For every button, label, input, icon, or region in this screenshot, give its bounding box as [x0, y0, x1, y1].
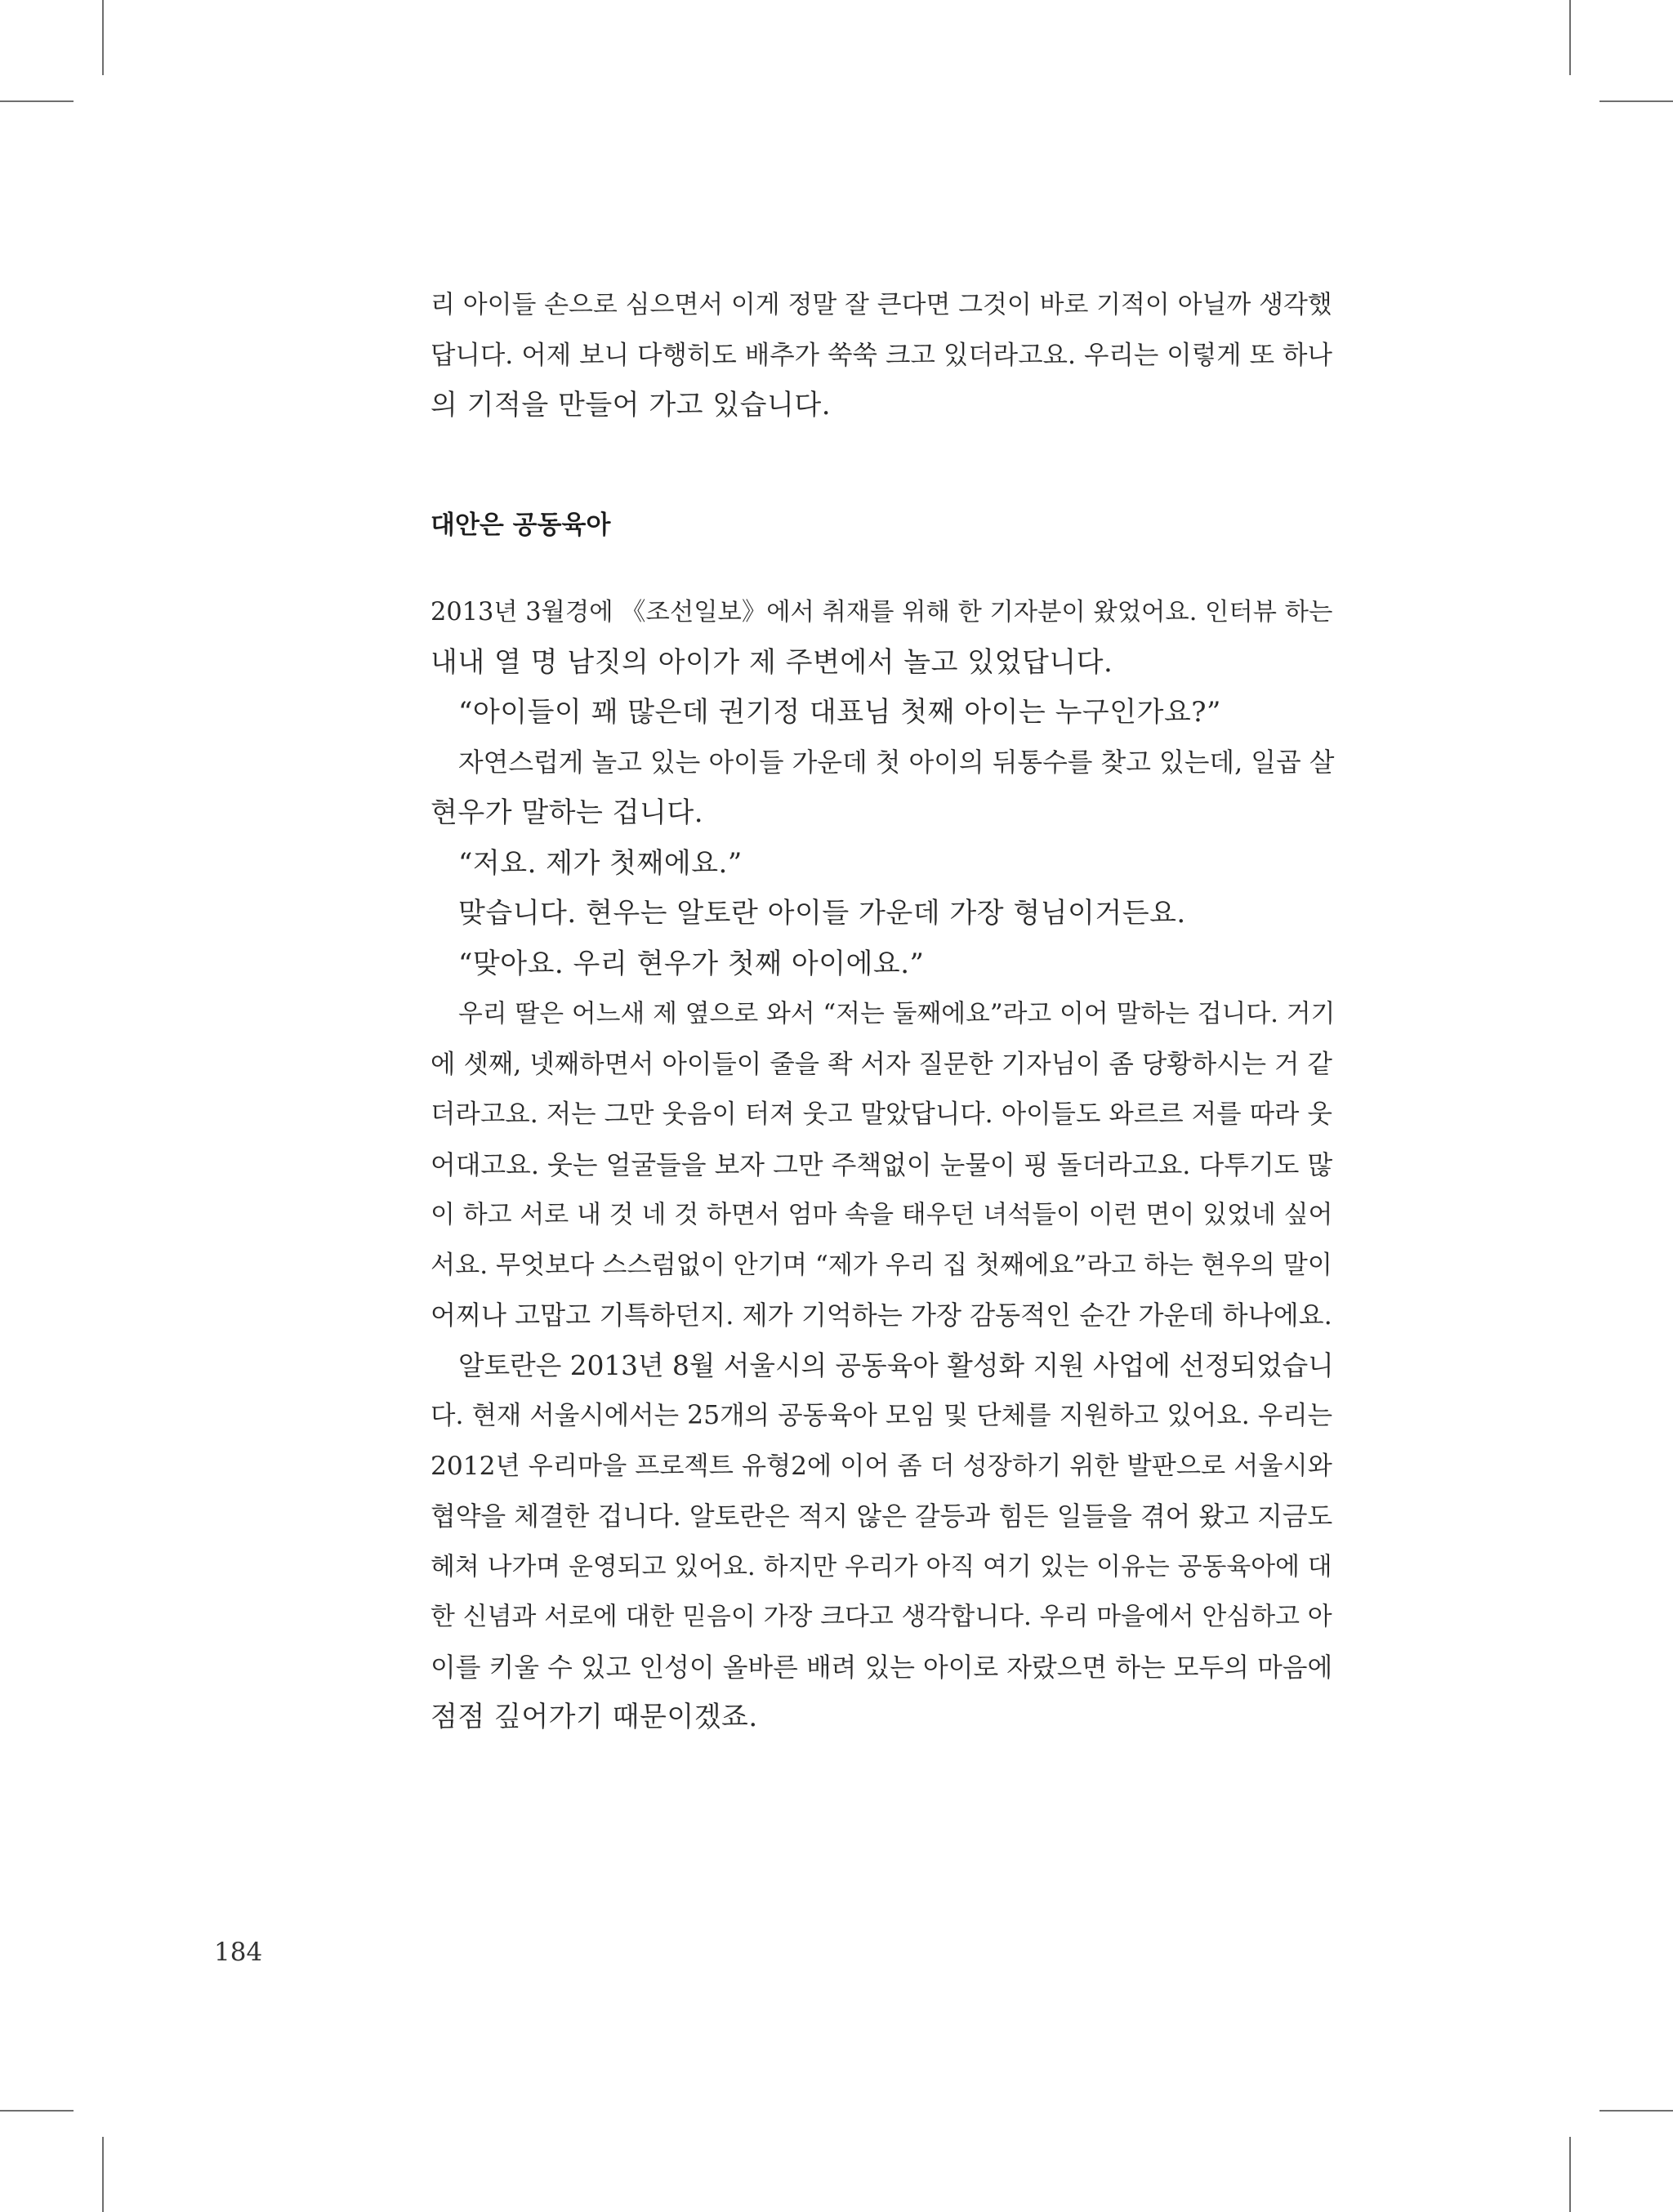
- text-line: 에 셋째, 넷째하면서 아이들이 줄을 좍 서자 질문한 기자님이 좀 당황하시는 거 같: [431, 1049, 1332, 1079]
- text-line: 이를 키울 수 있고 인성이 올바른 배려 있는 아이로 자랐으면 하는 모두의 마음에: [431, 1652, 1333, 1683]
- quote-line: “저요. 제가 첫째에요.”: [458, 846, 743, 880]
- quote-line: “맞아요. 우리 현우가 첫째 아이에요.”: [458, 947, 925, 980]
- text-line: 이 하고 서로 내 것 네 것 하면서 엄마 속을 태우던 녀석들이 이런 면이 있었네 싶어: [431, 1200, 1333, 1229]
- text-line: 다. 현재 서울시에서는 25개의 공동육아 모임 및 단체를 지원하고 있어요. 우리는: [431, 1401, 1333, 1430]
- quote-line: “아이들이 꽤 많은데 권기정 대표님 첫째 아이는 누구인가요?”: [458, 696, 1221, 729]
- page-number: 184: [214, 1938, 263, 1967]
- text-line: 협약을 체결한 겁니다. 알토란은 적지 않은 갈등과 힘든 일들을 겪어 왔고 지금도: [431, 1501, 1333, 1532]
- section-body: [431, 587, 1337, 1743]
- crop-mark-bottom-right-vertical: [1569, 2137, 1571, 2212]
- text-line: 의 기적을 만들어 가고 있습니다.: [431, 389, 832, 421]
- text-line: 어대고요. 웃는 얼굴들을 보자 그만 주책없이 눈물이 핑 돌더라고요. 다투기도 많: [431, 1149, 1333, 1180]
- text-line: 더라고요. 저는 그만 웃음이 터져 웃고 말았답니다. 아이들도 와르르 저를 따라 웃: [431, 1099, 1332, 1129]
- crop-mark-top-right-horizontal: [1599, 100, 1673, 102]
- crop-mark-bottom-left-vertical: [102, 2137, 104, 2212]
- text-line: 알토란은 2013년 8월 서울시의 공동육아 활성화 지원 사업에 선정되었습니: [458, 1349, 1334, 1381]
- text-line: 어찌나 고맙고 기특하던지. 제가 기억하는 가장 감동적인 순간 가운데 하나에요.: [431, 1300, 1332, 1331]
- text-line: 답니다. 어제 보니 다행히도 배추가 쑥쑥 크고 있더라고요. 우리는 이렇게 또 하나: [431, 340, 1332, 370]
- text-line: 헤쳐 나가며 운영되고 있어요. 하지만 우리가 아직 여기 있는 이유는 공동육아에 대: [431, 1551, 1332, 1581]
- text-line: 리 아이들 손으로 심으면서 이게 정말 잘 큰다면 그것이 바로 기적이 아닐까 생각했: [431, 290, 1332, 319]
- crop-mark-top-left-vertical: [102, 0, 104, 75]
- text-line: 현우가 말하는 겁니다.: [431, 796, 704, 829]
- section-heading: 대안은 공동육아: [431, 511, 611, 540]
- text-line: 맞습니다. 현우는 알토란 아이들 가운데 가장 형님이거든요.: [458, 897, 1186, 930]
- text-line: 서요. 무엇보다 스스럼없이 안기며 “제가 우리 집 첫째에요”라고 하는 현우의 말이: [431, 1250, 1332, 1280]
- text-line: 자연스럽게 놀고 있는 아이들 가운데 첫 아이의 뒤통수를 찾고 있는데, 일곱 살: [458, 747, 1335, 778]
- crop-mark-top-right-vertical: [1569, 0, 1571, 75]
- crop-mark-top-left-horizontal: [0, 100, 74, 102]
- text-line: 점점 깊어가기 때문이겠죠.: [431, 1701, 758, 1733]
- text-line: 우리 딸은 어느새 제 옆으로 와서 “저는 둘째에요”라고 이어 말하는 겁니다. 거기: [458, 999, 1336, 1028]
- intro-paragraph: [431, 280, 1337, 431]
- text-line: 내내 열 명 남짓의 아이가 제 주변에서 놀고 있었답니다.: [431, 645, 1113, 679]
- text-line: 한 신념과 서로에 대한 믿음이 가장 크다고 생각합니다. 우리 마을에서 안심하고 아: [431, 1602, 1332, 1631]
- text-line: 2013년 3월경에 《조선일보》에서 취재를 위해 한 기자분이 왔었어요. 인터뷰 하는: [431, 598, 1333, 627]
- text-line: 2012년 우리마을 프로젝트 유형2에 이어 좀 더 성장하기 위한 발판으로 서울시와: [431, 1451, 1332, 1481]
- crop-mark-bottom-left-horizontal: [0, 2110, 74, 2112]
- crop-mark-bottom-right-horizontal: [1599, 2110, 1673, 2112]
